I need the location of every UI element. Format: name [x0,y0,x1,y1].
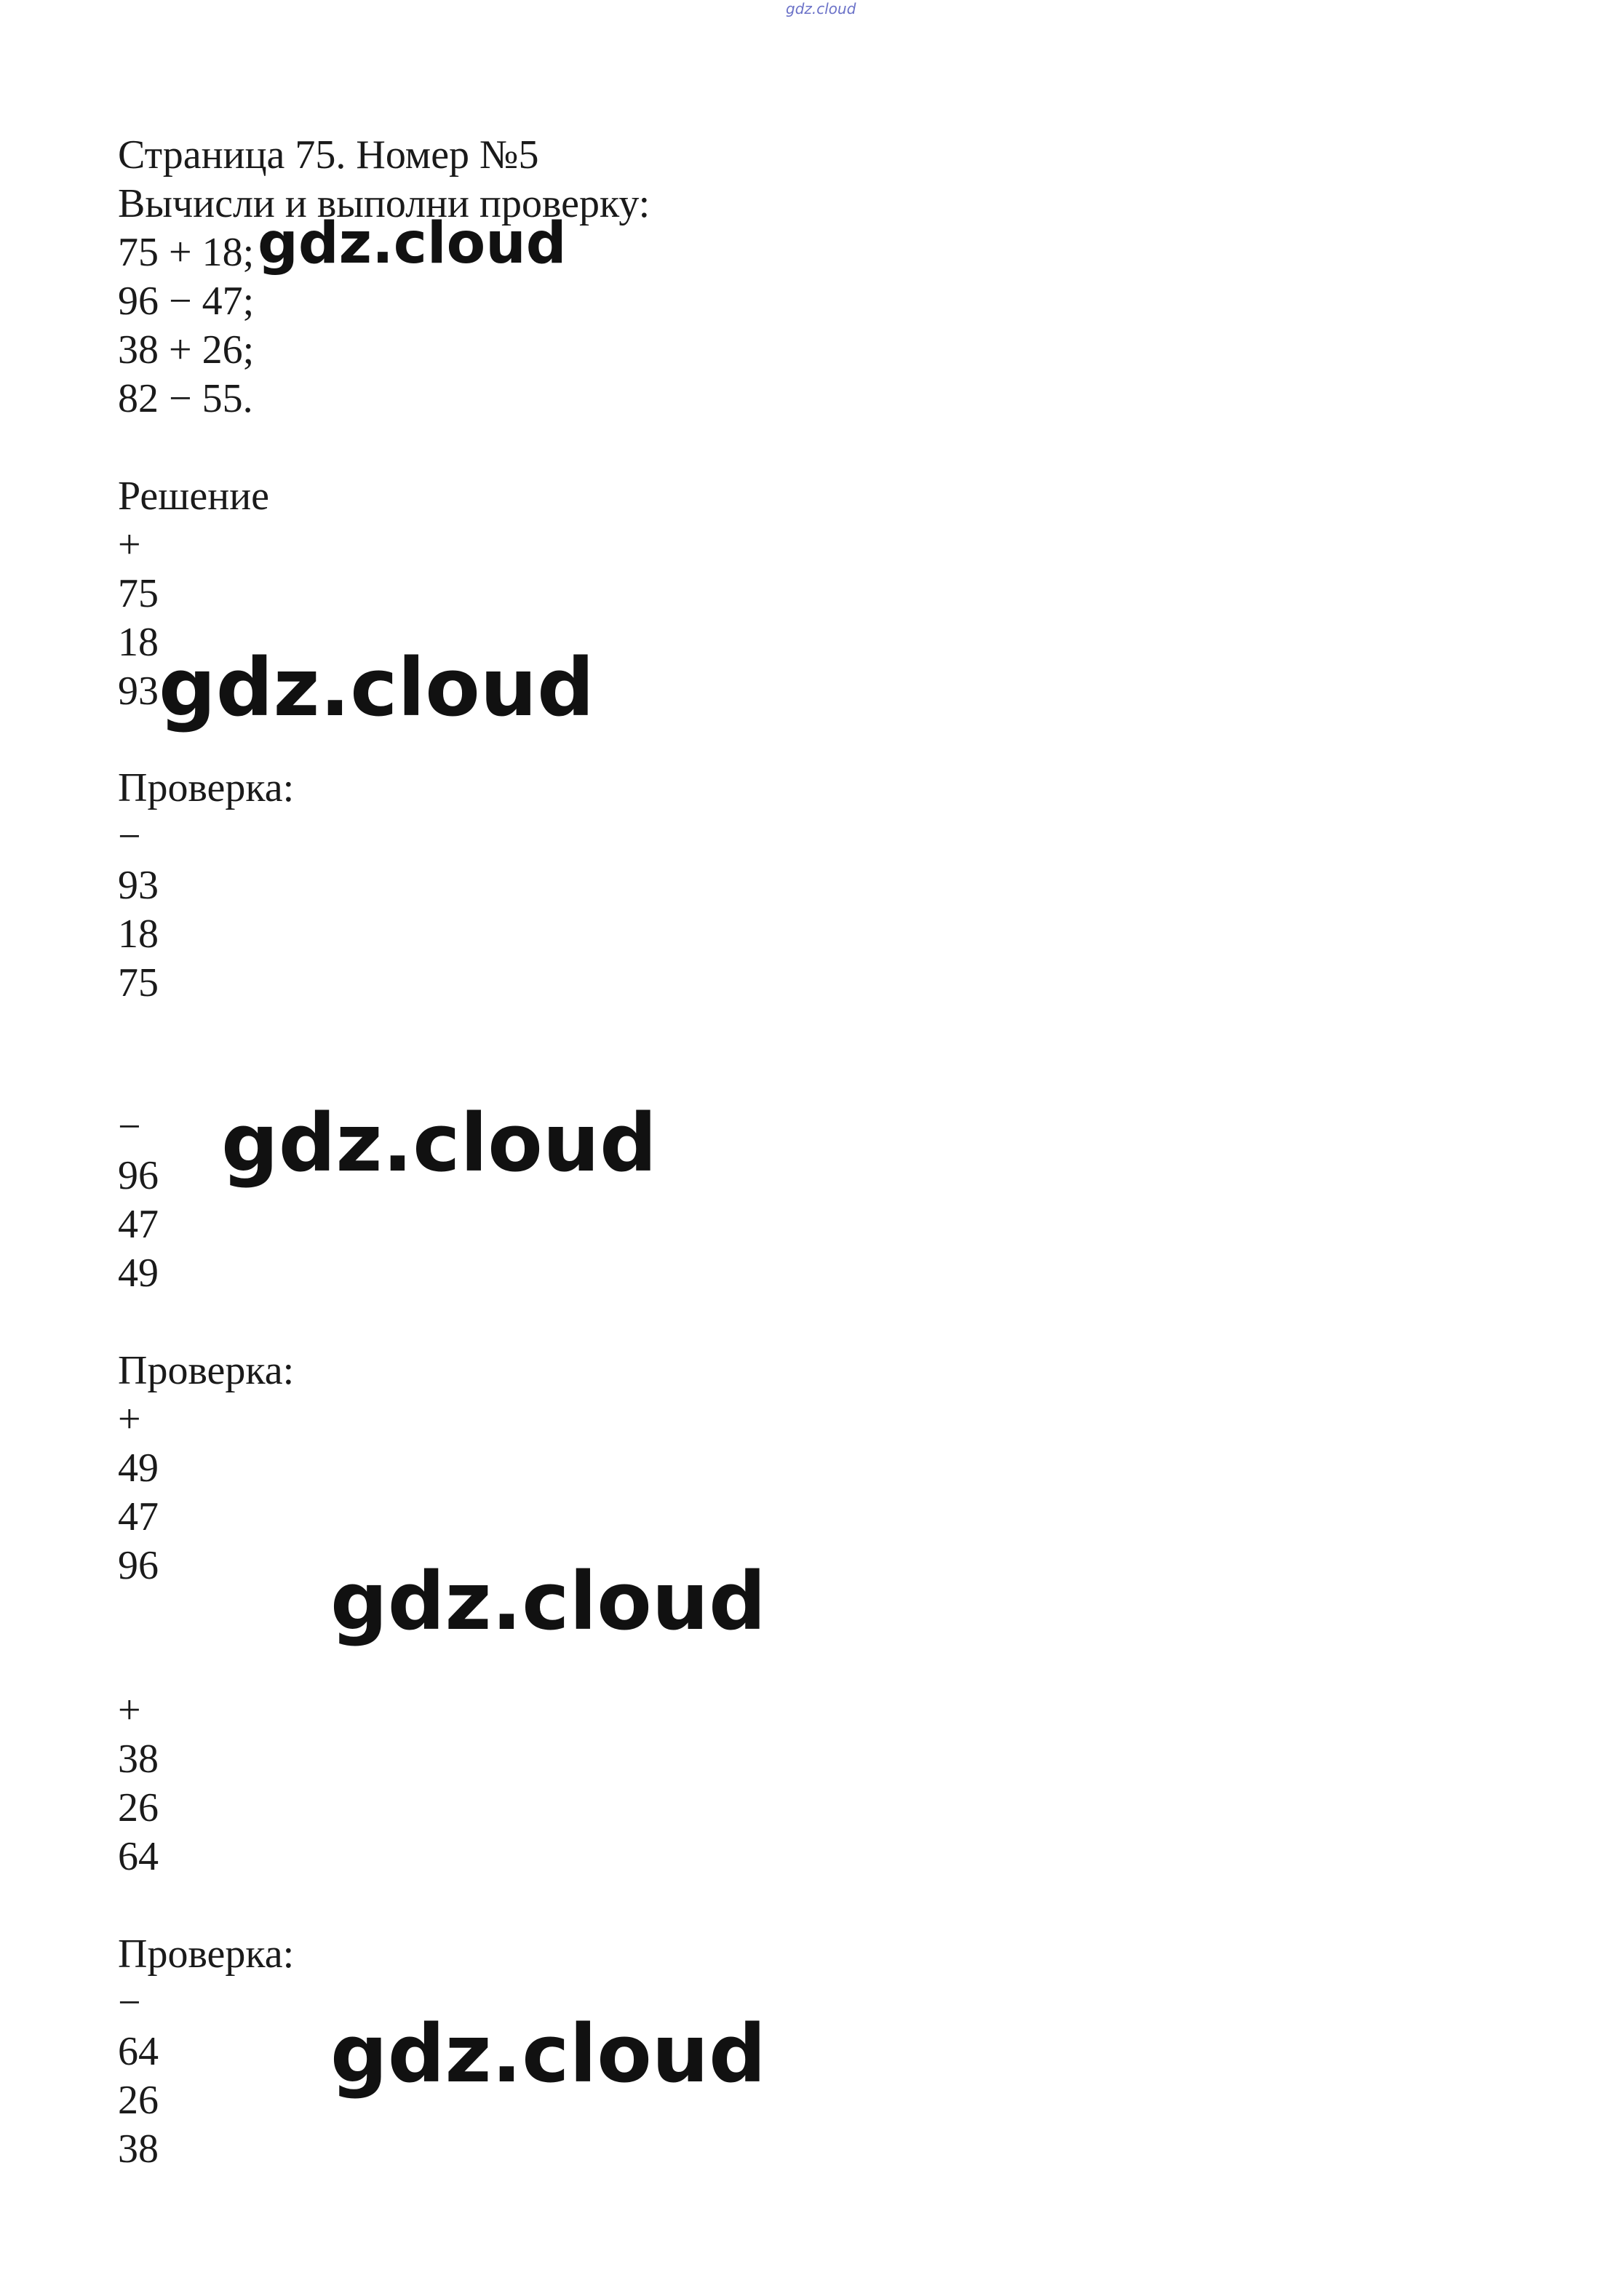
block-5-operand-a: 38 [118,1737,159,1782]
block-4-result: 96 [118,1543,159,1588]
page-title: Страница 75. Номер №5 [118,132,539,178]
check-label-2: Проверка: [118,1348,295,1393]
block-6-result: 38 [118,2126,159,2172]
exercise-2: 96 − 47; [118,279,255,324]
block-3-operand-a: 96 [118,1153,159,1198]
block-5-sign: + [118,1688,141,1733]
block-5-operand-b: 26 [118,1785,159,1830]
block-4-operand-b: 47 [118,1494,159,1539]
watermark-logo: gdz.cloud [159,641,594,734]
watermark-logo: gdz.cloud [330,1555,766,1648]
block-4-sign: + [118,1397,141,1442]
watermark-logo: gdz.cloud [258,211,567,276]
watermark-top: gdz.cloud [786,0,856,17]
block-1-operand-a: 75 [118,571,159,616]
watermark-logo: gdz.cloud [221,1096,657,1189]
block-6-operand-b: 26 [118,2078,159,2123]
block-3-sign: − [118,1104,141,1149]
exercise-4: 82 − 55. [118,376,253,421]
block-1-result: 93 [118,669,159,714]
block-6-operand-a: 64 [118,2029,159,2074]
block-2-operand-b: 18 [118,912,159,957]
block-6-sign: − [118,1980,141,2025]
block-3-result: 49 [118,1251,159,1296]
watermark-logo: gdz.cloud [330,2007,766,2100]
block-3-operand-b: 47 [118,1202,159,1247]
block-4-operand-a: 49 [118,1446,159,1491]
block-2-result: 75 [118,960,159,1005]
check-label-1: Проверка: [118,765,295,810]
check-label-3: Проверка: [118,1932,295,1977]
block-2-sign: − [118,814,141,859]
block-5-result: 64 [118,1834,159,1879]
exercise-1: 75 + 18; [118,230,255,275]
task-text: Вычисли и выполни проверку: [118,181,650,226]
block-2-operand-a: 93 [118,863,159,908]
block-1-operand-b: 18 [118,620,159,665]
solution-label: Решение [118,474,270,519]
exercise-3: 38 + 26; [118,327,255,372]
block-1-sign: + [118,522,141,567]
